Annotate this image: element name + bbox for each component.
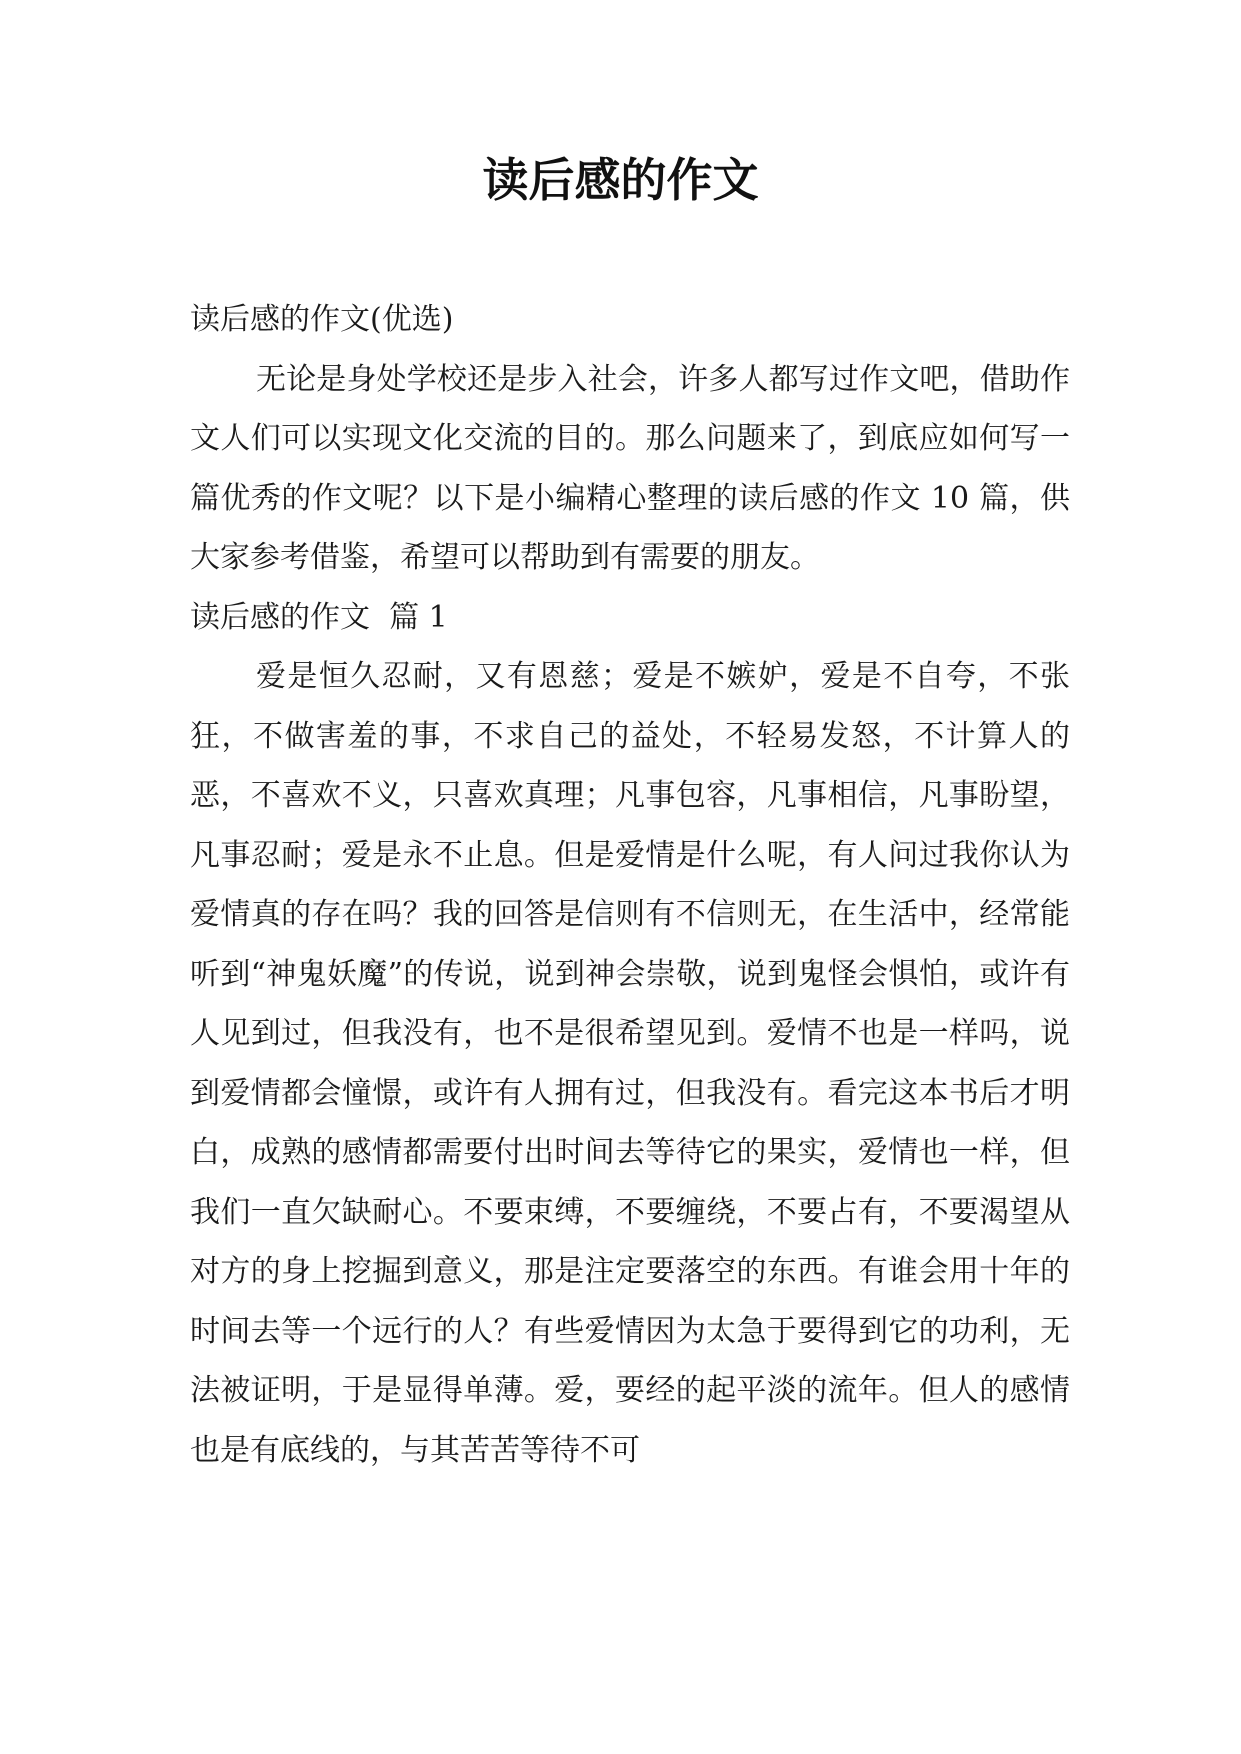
document-subtitle: 读后感的作文(优选) [190, 302, 454, 337]
section-paragraph: 爱是恒久忍耐，又有恩慈；爱是不嫉妒，爱是不自夸，不张狂，不做害羞的事，不求自己的益处，不轻易发怒，不计算人的恶，不喜欢不义，只喜欢真理；凡事包容，凡事相信，凡事盼望，凡事忍耐；爱是永不止息。但是爱情是什么呢，有人问过我你认为爱情真的存在吗？我的回答是信则有不信则无，在生活中，经常能听到“神鬼妖魔”的传说，说到神会崇敬，说到鬼怪会惧怕，或许有人见到过，但我没有，也不是很希望见到。爱情不也是一样吗，说到爱情都会憧憬，或许有人拥有过，但我没有。看完这本书后才明白，成熟的感情都需要付出时间去等待它的果实，爱情也一样，但我们一直欠缺耐心。不要束缚，不要缠绕，不要占有，不要渴望从对方的身上挖掘到意义，那是注定要落空的东西。有谁会用十年的时间去等一个远行的人？有些爱情因为太急于要得到它的功利，无法被证明，于是显得单薄。爱，要经的起平淡的流年。但人的感情也是有底线的，与其苦苦等待不可 [190, 659, 1070, 1468]
document-title: 读后感的作文 [482, 153, 759, 207]
document-body [190, 290, 1070, 1480]
section-heading: 读后感的作文 篇 1 [190, 599, 448, 635]
intro-paragraph: 无论是身处学校还是步入社会，许多人都写过作文吧，借助作文人们可以实现文化交流的目的。那么问题来了，到底应如何写一篇优秀的作文呢？以下是小编精心整理的读后感的作文 10 篇，供大家参考借鉴，希望可以帮助到有需要的朋友。 [190, 361, 1070, 575]
